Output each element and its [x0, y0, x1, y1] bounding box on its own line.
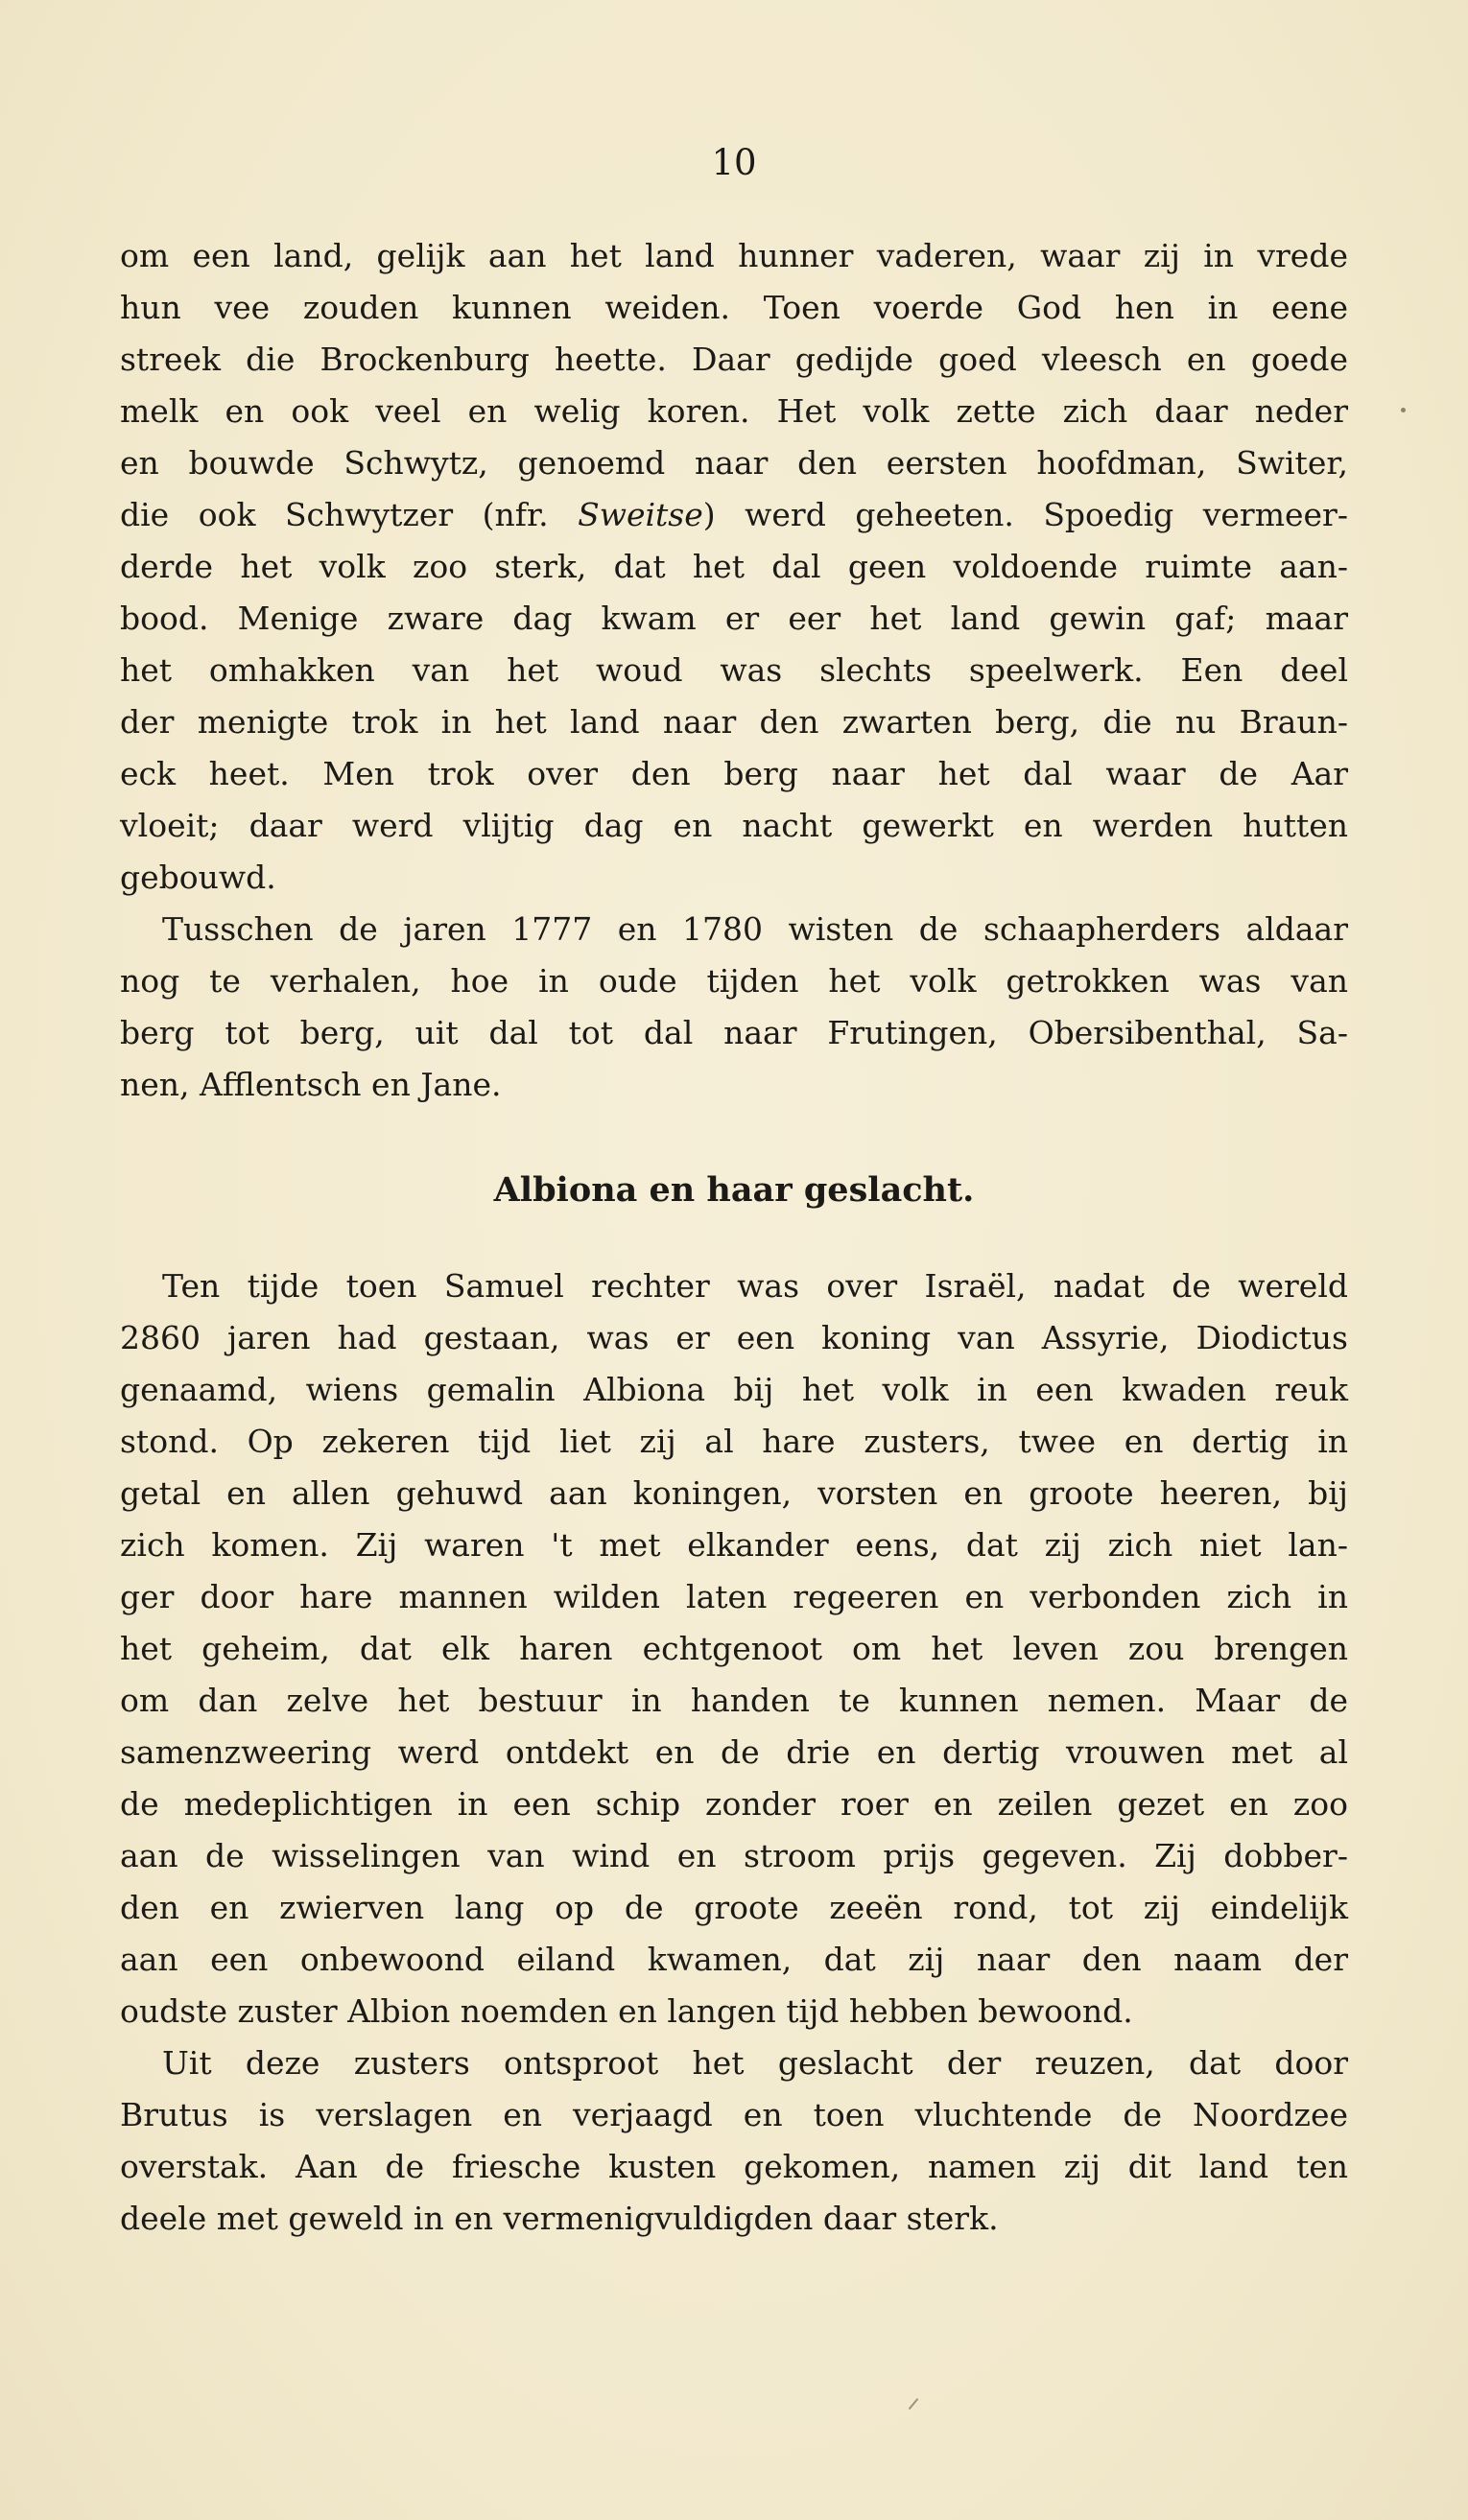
text-line: melk en ook veel en welig koren. Het volk zette zich daar neder	[120, 392, 1348, 430]
text-line: en bouwde Schwytz, genoemd naar den eersten hoofdman, Switer,	[120, 444, 1348, 482]
margin-speck	[1401, 408, 1406, 412]
text-line: ger door hare mannen wilden laten regeeren en verbonden zich in	[120, 1578, 1348, 1615]
paragraph	[120, 1260, 1348, 2037]
pencil-mark	[909, 2398, 919, 2410]
text-line: hun vee zouden kunnen weiden. Toen voerde God hen in eene	[120, 289, 1348, 326]
text-line: Uit deze zusters ontsproot het geslacht der reuzen, dat door	[162, 2044, 1348, 2082]
text-line: Ten tijde toen Samuel rechter was over Israël, nadat de wereld	[162, 1267, 1348, 1305]
text-line: om een land, gelijk aan het land hunner vaderen, waar zij in vrede	[120, 237, 1348, 274]
text-line: Brutus is verslagen en verjaagd en toen vluchtende de Noordzee	[120, 2096, 1348, 2133]
text-line: streek die Brockenburg heette. Daar gedijde goed vleesch en goede	[120, 341, 1348, 378]
text-line: getal en allen gehuwd aan koningen, vorsten en groote heeren, bij	[120, 1474, 1348, 1512]
text-line: stond. Op zekeren tijd liet zij al hare zusters, twee en dertig in	[120, 1423, 1348, 1460]
text-line: aan de wisselingen van wind en stroom prijs gegeven. Zij dobber-	[120, 1837, 1348, 1874]
text-line: overstak. Aan de friesche kusten gekomen, namen zij dit land ten	[120, 2148, 1348, 2185]
italic-word: Sweitse	[578, 496, 703, 533]
page-number: 10	[711, 142, 757, 183]
text-block	[120, 230, 1348, 2245]
text-line: berg tot berg, uit dal tot dal naar Frutingen, Obersibenthal, Sa-	[120, 1014, 1348, 1051]
text-line: om dan zelve het bestuur in handen te kunnen nemen. Maar de	[120, 1682, 1348, 1719]
text-line: nen, Afflentsch en Jane.	[120, 1066, 502, 1103]
text-line: het omhakken van het woud was slechts speelwerk. Een deel	[120, 651, 1348, 689]
text-line: die ook Schwytzer (nfr. Sweitse) werd geheeten. Spoedig vermeer-	[120, 496, 1348, 533]
text-line: aan een onbewoond eiland kwamen, dat zij naar den naam der	[120, 1941, 1348, 1978]
text-line: samenzweering werd ontdekt en de drie en dertig vrouwen met al	[120, 1733, 1348, 1771]
section-heading: Albiona en haar geslacht.	[493, 1170, 975, 1210]
paragraph	[120, 230, 1348, 904]
text-line: oudste zuster Albion noemden en langen tijd hebben bewoond.	[120, 1992, 1133, 2030]
text-line: de medeplichtigen in een schip zonder roer en zeilen gezet en zoo	[120, 1785, 1348, 1823]
text-line: den en zwierven lang op de groote zeeën rond, tot zij eindelijk	[120, 1889, 1348, 1926]
text-line: genaamd, wiens gemalin Albiona bij het volk in een kwaden reuk	[120, 1371, 1348, 1408]
text-line: vloeit; daar werd vlijtig dag en nacht gewerkt en werden hutten	[120, 807, 1348, 844]
text-line: Tusschen de jaren 1777 en 1780 wisten de schaapherders aldaar	[162, 910, 1348, 948]
text-line: 2860 jaren had gestaan, was er een koning van Assyrie, Diodictus	[120, 1319, 1348, 1356]
text-line: der menigte trok in het land naar den zwarten berg, die nu Braun-	[120, 703, 1348, 741]
text-line: bood. Menige zware dag kwam er eer het land gewin gaf; maar	[120, 600, 1348, 637]
paragraph	[120, 904, 1348, 1111]
text-line: deele met geweld in en vermenigvuldigden daar sterk.	[120, 2200, 999, 2237]
text-line: derde het volk zoo sterk, dat het dal geen voldoende ruimte aan-	[120, 548, 1348, 585]
text-line: nog te verhalen, hoe in oude tijden het volk getrokken was van	[120, 962, 1348, 1000]
paragraph	[120, 2037, 1348, 2245]
text-line: eck heet. Men trok over den berg naar het dal waar de Aar	[120, 755, 1348, 792]
text-line: zich komen. Zij waren 't met elkander eens, dat zij zich niet lan-	[120, 1526, 1348, 1564]
text-line: gebouwd.	[120, 859, 276, 896]
text-line: het geheim, dat elk haren echtgenoot om het leven zou brengen	[120, 1630, 1348, 1667]
